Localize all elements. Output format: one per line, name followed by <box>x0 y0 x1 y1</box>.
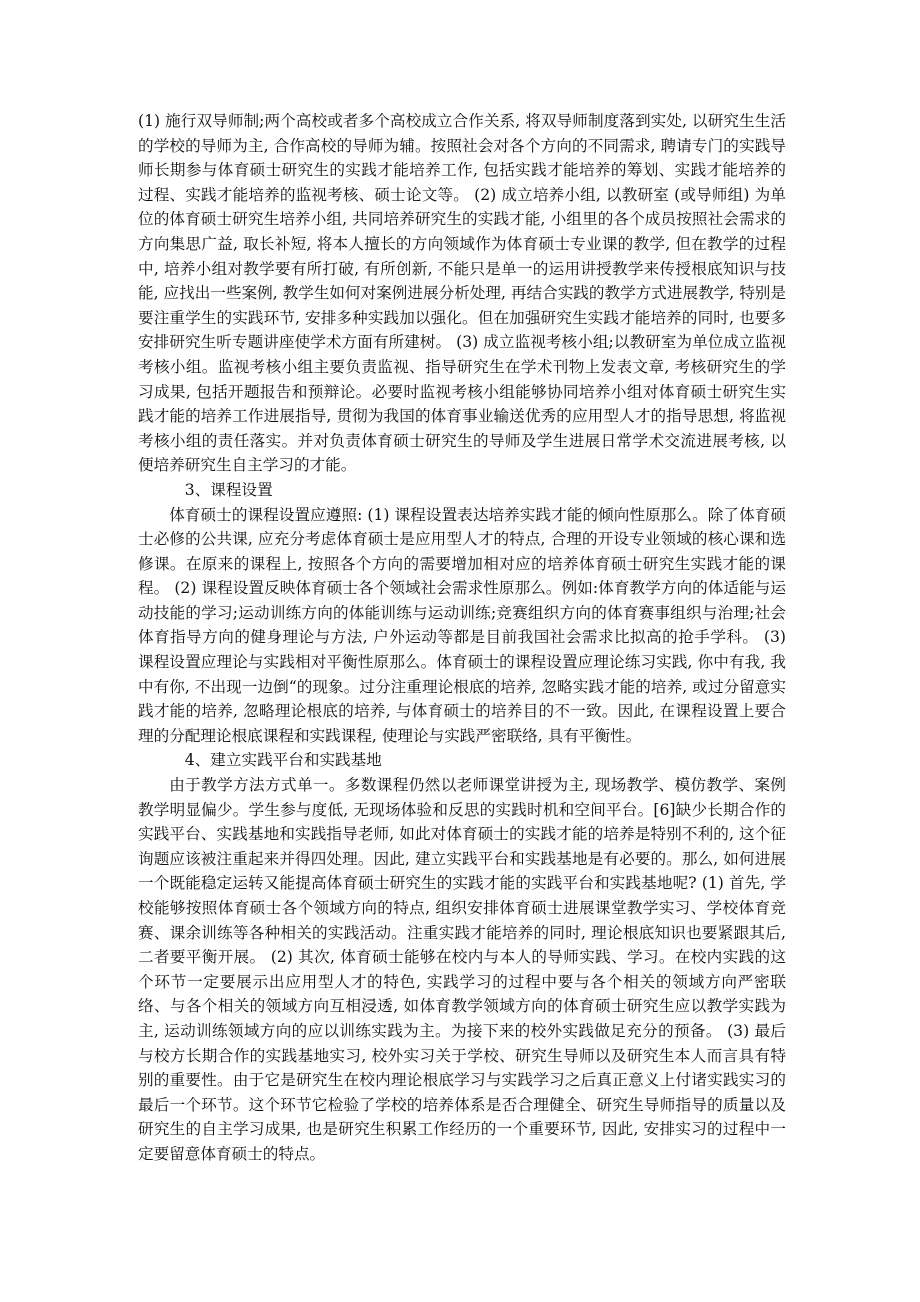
section-heading-curriculum: 3、课程设置 <box>184 480 273 499</box>
section-heading-practice-platform: 4、建立实践平台和实践基地 <box>184 751 382 770</box>
paragraph-supervision-system: (1) 施行双导师制;两个高校或者多个高校成立合作关系, 将双导师制度落到实处, 以研究生生活的学校的导师为主, 合作高校的导师为辅。按照社会对各个方向的不同需求, 聘请专门的实践导师长期参与体育硕士研究生的实践才能培养工作, 包括实践才能培养的筹划、实践才能培养的过程、实践才能培养的监视考核、硕士论文等。 (2) 成立培养小组, 以教研室 (或导师组) 为单位的体育硕士研究生培养小组, 共同培养研究生的实践才能, 小组里的各个成员按照社会需求的方向集思广益, 取长补短, 将本人擅长的方向领域作为体育硕士专业课的教学, 但在教学的过程中, 培养小组对教学要有所打破, 有所创新, 不能只是单一的运用讲授教学来传授根底知识与技能, 应找出一些案例, 教学生如何对案例进展分析处理, 再结合实践的教学方式进展教学, 特别是要注重学生的实践环节, 安排多种实践加以强化。但在加强研究生实践才能培养的同时, 也要多安排研究生听专题讲座使学术方面有所建树。 (3) 成立监视考核小组;以教研室为单位成立监视考核小组。监视考核小组主要负责监视、指导研究生在学术刊物上发表文章, 考核研究生的学习成果, 包括开题报告和预辩论。必要时监视考核小组能够协同培养小组对体育硕士研究生实践才能的培养工作进展指导, 贯彻为我国的体育事业输送优秀的应用型人才的指导思想, 将监视考核小组的责任落实。并对负责体育硕士研究生的导师及学生进展日常学术交流进展考核, 以便培养研究生自主学习的才能。 <box>138 112 786 475</box>
paragraph-curriculum: 体育硕士的课程设置应遵照: (1) 课程设置表达培养实践才能的倾向性原那么。除了体育硕士必修的公共课, 应充分考虑体育硕士是应用型人才的特点, 合理的开设专业领域的核心课和选修课。在原来的课程上, 按照各个方向的需要增加相对应的培养体育硕士研究生实践才能的课程。 (2) 课程设置反映体育硕士各个领域社会需求性原那么。例如:体育教学方向的体适能与运动技能的学习;运动训练方向的体能训练与运动训练;竞赛组织方向的体育赛事组织与治理;社会体育指导方向的健身理论与方法, 户外运动等都是目前我国社会需求比拟高的抢手学科。 (3) 课程设置应理论与实践相对平衡性原那么。体育硕士的课程设置应理论练习实践, 你中有我, 我中有你, 不出现一边倒“的现象。过分注重理论根底的培养, 忽略实践才能的培养, 或过分留意实践才能的培养, 忽略理论根底的培养, 与体育硕士的培养目的不一致。因此, 在课程设置上要合理的分配理论根底课程和实践课程, 使理论与实践严密联络, 具有平衡性。 <box>138 505 786 745</box>
paragraph-practice-platform: 由于教学方法方式单一。多数课程仍然以老师课堂讲授为主, 现场教学、模仿教学、案例教学明显偏少。学生参与度低, 无现场体验和反思的实践时机和空间平台。[6]缺少长期合作的实践平台、实践基地和实践指导老师, 如此对体育硕士的实践才能的培养是特别不利的, 这个征询题应该被注重起来并得四处理。因此, 建立实践平台和实践基地是有必要的。那么, 如何进展一个既能稳定运转又能提高体育硕士研究生的实践才能的实践平台和实践基地呢? (1) 首先, 学校能够按照体育硕士各个领域方向的特点, 组织安排体育硕士进展课堂教学实习、学校体育竞赛、课余训练等各种相关的实践活动。注重实践才能培养的同时, 理论根底知识也要紧跟其后, 二者要平衡开展。 (2) 其次, 体育硕士能够在校内与本人的导师实践、学习。在校内实践的这个环节一定要展示出应用型人才的特色, 实践学习的过程中要与各个相关的领域方向严密联络、与各个相关的领域方向互相浸透, 如体育教学领域方向的体育硕士研究生应以教学实践为主, 运动训练领域方向的应以训练实践为主。为接下来的校外实践做足充分的预备。 (3) 最后与校方长期合作的实践基地实习, 校外实习关于学校、研究生导师以及研究生本人而言具有特别的重要性。由于它是研究生在校内理论根底学习与实践学习之后真正意义上付诸实践实习的最后一个环节。这个环节它检验了学校的培养体系是否合理健全、研究生导师指导的质量以及研究生的自主学习成果, 也是研究生积累工作经历的一个重要环节, 因此, 安排实习的过程中一定要留意体育硕士的特点。 <box>138 776 786 1163</box>
document-page <box>138 109 786 1167</box>
